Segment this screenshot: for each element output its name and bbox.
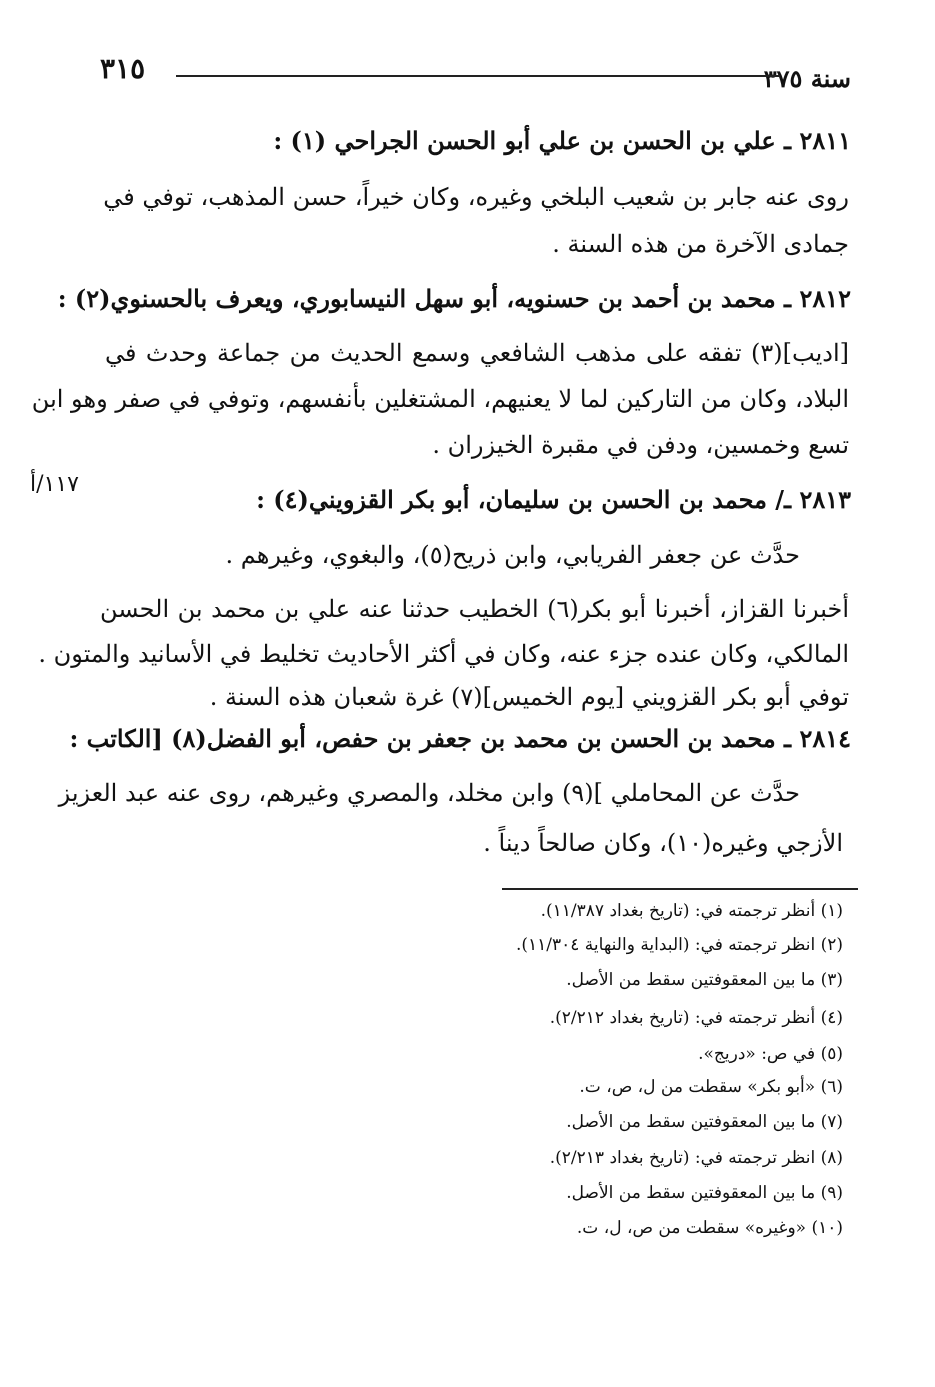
footnote-rule — [502, 888, 858, 890]
body-line: أخبرنا القزاز، أخبرنا أبو بكر(٦) الخطيب حدثنا عنه علي بن محمد بن الحسن — [100, 595, 849, 623]
footnote: (٩) ما بين المعقوفتين سقط من الأصل. — [566, 1183, 843, 1203]
entry-2813-heading: ٢٨١٣ ـ/ محمد بن الحسن بن سليمان، أبو بكر القزويني(٤) : — [256, 485, 851, 514]
footnote: (٥) في ص: «دريج». — [698, 1044, 843, 1064]
footnote: (١) أنظر ترجمته في: (تاريخ بغداد ١١/٣٨٧). — [540, 901, 843, 921]
footnote: (٤) أنظر ترجمته في: (تاريخ بغداد ٢/٢١٢). — [549, 1008, 843, 1028]
header-rule — [176, 75, 780, 77]
footnote: (٦) «أبو بكر» سقطت من ل، ص، ت. — [579, 1077, 843, 1097]
footnote: (٣) ما بين المعقوفتين سقط من الأصل. — [566, 970, 843, 990]
manuscript-folio-note: ١١٧/أ — [30, 472, 79, 497]
body-line: جمادى الآخرة من هذه السنة . — [552, 230, 849, 258]
year-heading: سنة ٣٧٥ — [763, 64, 851, 93]
body-line: حدَّث عن المحاملي ](٩) وابن مخلد، والمصري وغيرهم، روى عنه عبد العزيز — [58, 779, 800, 807]
body-line: روى عنه جابر بن شعيب البلخي وغيره، وكان خيراً، حسن المذهب، توفي في — [103, 183, 849, 211]
entry-2814-heading: ٢٨١٤ ـ محمد بن الحسن بن محمد بن جعفر بن حفص، أبو الفضل(٨) [الكاتب : — [69, 724, 851, 753]
body-line: حدَّث عن جعفر الفريابي، وابن ذريح(٥)، والبغوي، وغيرهم . — [225, 541, 800, 569]
footnote: (١٠) «وغيره» سقطت من ص، ل، ت. — [576, 1218, 843, 1238]
footnote: (٢) انظر ترجمته في: (البداية والنهاية ١١/٣٠٤). — [515, 935, 843, 955]
entry-2812-heading: ٢٨١٢ ـ محمد بن أحمد بن حسنويه، أبو سهل النيسابوري، ويعرف بالحسنوي(٢) : — [57, 284, 851, 313]
body-line: تسع وخمسين، ودفن في مقبرة الخيزران . — [432, 431, 849, 459]
page-number: ٣١٥ — [100, 52, 146, 85]
body-line: [اديب](٣) تفقه على مذهب الشافعي وسمع الحديث من جماعة وحدث في — [105, 339, 849, 367]
body-line: البلاد، وكان من التاركين لما لا يعنيهم، المشتغلين بأنفسهم، وتوفي في صفر وهو ابن — [31, 385, 849, 413]
body-line: توفي أبو بكر القزويني [يوم الخميس](٧) غرة شعبان هذه السنة . — [209, 683, 849, 711]
footnote: (٨) انظر ترجمته في: (تاريخ بغداد ٢/٢١٣). — [549, 1148, 843, 1168]
footnote: (٧) ما بين المعقوفتين سقط من الأصل. — [566, 1112, 843, 1132]
body-line: المالكي، وكان عنده جزء عنه، وكان في أكثر الأحاديث تخليط في الأسانيد والمتون . — [38, 640, 849, 668]
body-line: الأزجي وغيره(١٠)، وكان صالحاً ديناً . — [483, 829, 843, 857]
entry-2811-heading: ٢٨١١ ـ علي بن الحسن بن علي أبو الحسن الجراحي (١) : — [273, 126, 851, 155]
